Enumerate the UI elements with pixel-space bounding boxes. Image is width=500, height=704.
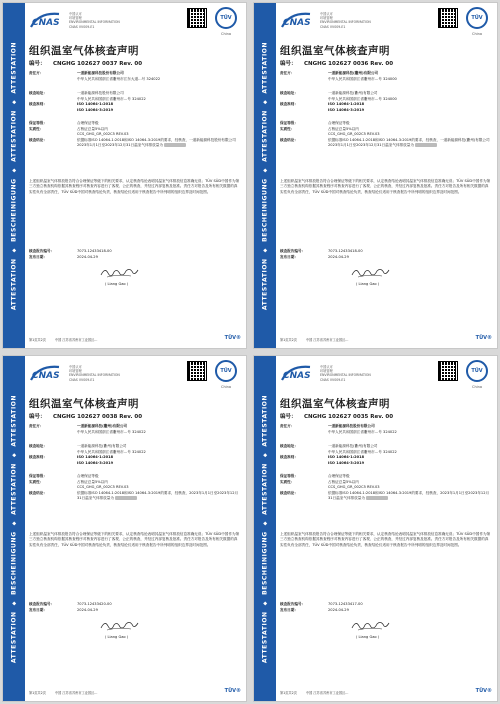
site-block: 核查地址： 一道新能源科技(衢州)有限公司 中华人民共和国浙江省衢州市…号 324022 核查准则： ISO 14064-1:2018 ISO 14064-3:2019 [280,444,397,465]
diamond-icon: ◆ [262,452,269,458]
report-meta: 核查报告编号： 7073-12433420-00 发布日期： 2024-04-29 [29,602,112,612]
diamond-icon: ◆ [262,247,269,253]
cnas-logo [280,363,388,385]
band-label: BESCHEINIGUNG [10,178,18,242]
signer-name: ( Liang Gao ) [356,635,380,639]
verification-statement-page [253,355,498,702]
holder-block: 责任方： 一道新能源科技(衢州)有限公司 中华人民共和国浙江省衢州市…号 324022 [29,424,146,434]
band-text [262,42,269,310]
side-band [254,3,276,348]
band-label: ATTESTATION [10,110,18,162]
diamond-icon: ◆ [11,600,18,606]
band-label: ATTESTATION [261,110,269,162]
band-label: ATTESTATION [10,258,18,311]
qr-code-icon[interactable] [438,8,458,28]
tuv-logo: TÜV [466,360,488,382]
signer-name: ( Liang Gao ) [356,282,380,286]
svg-text:CNAS: CNAS [283,18,311,28]
band-label: ATTESTATION [261,394,269,447]
redacted-value [366,496,388,500]
verification-statement-page [2,355,247,702]
redacted-value [115,496,137,500]
signature-icon [99,618,139,632]
band-label: ATTESTATION [10,611,18,664]
cnas-mark-icon [29,10,67,30]
tuv-logo-caption: China [221,385,231,389]
band-text [11,42,18,310]
document-title: 组织温室气体核查声明 [280,398,390,410]
certificate-number: 编号： CNGHG 102627 0036 Rev. 00 [280,61,394,67]
diamond-icon: ◆ [11,247,18,253]
document-title: 组织温室气体核查声明 [29,45,139,57]
verification-statement-page [253,2,498,349]
page-content: CNAS 中国认可 环境管理 ENVIRONMENTAL INFORMATION CNAS VV009-E1 TÜV China 组织温室气体核查声明 编号： CNGHG 102627 0037 Rev. 00 责任方： 一道新能源科技股份有限公司 中华人民共和国浙江省衢州市江东大道…号 324022 核查地址： 一道新能源科技股份有限公司 中华人民共和国浙江省衢州市…号 324022 核查准则： ISO 14064-1:2018 ISO 14064-3:2019 保证等级： 合理保证等级 实质性： 占核证总量5%以内 CCS_GHG_GR_002C5 REV.03 核查结论： 依据标准ISO 14064-1:2018和ISO 14064-3:2019的要求，经核查，一道新能源科技股份有限公司2023年1月1日至2023年12月31日温室气体排放量为 上述组织温室气体排放报告符合合理保证等级下的相关要求，认定核查结论表明其温室气体排放信息准确无误；TÜV SÜD中国作为第三方独立核查机构依据其核查程序对核查内容进行了客观、公正的核查，并经过内部复核及批准。责任方对报告及所有相关数据的真实性负有全部责任，TÜV SÜD中国对核查结论负责，核查结论仅适用于核查报告中所列明的组织边界及时间范围。 核查报告编号： 7073-12433418-00 发布日期： 2024-04-29 ( Liang Gao ) 第1页共2页 中国 江苏省苏州市工业园区… TÜV® [29,3,242,348]
criteria-block: 保证等级： 合理保证等级 实质性： 占核证总量5%以内 CCS_GHG_GR_002C5 REV.03 核查结论： 依据标准ISO 14064-1:2018和ISO 14064-3:2019的要求，经核查，一道新能源科技(衢州)有限公司2023年1月1日至2023年12月31日温室气体排放量为 [280,121,490,148]
svg-text:CNAS: CNAS [32,371,60,381]
diamond-icon: ◆ [11,167,18,173]
diamond-icon: ◆ [11,520,18,526]
band-label: ATTESTATION [10,41,18,94]
page-content: CNAS 中国认可 环境管理 ENVIRONMENTAL INFORMATION CNAS VV009-E1 TÜV China 组织温室气体核查声明 编号： CNGHG 102627 0036 Rev. 00 责任方： 一道新能源科技(衢州)有限公司 中华人民共和国浙江省衢州市…号 324000 核查地址： 一道新能源科技(衢州)有限公司 中华人民共和国浙江省衢州市…号 324000 核查准则： ISO 14064-1:2018 ISO 14064-3:2019 保证等级： 合理保证等级 实质性： 占核证总量5%以内 CCS_GHG_GR_002C5 REV.03 核查结论： 依据标准ISO 14064-1:2018和ISO 14064-3:2019的要求，经核查，一道新能源科技(衢州)有限公司2023年1月1日至2023年12月31日温室气体排放量为 上述组织温室气体排放报告符合合理保证等级下的相关要求，认定核查结论表明其温室气体排放信息准确无误；TÜV SÜD中国作为第三方独立核查机构依据其核查程序对核查内容进行了客观、公正的核查，并经过内部复核及批准。责任方对报告及所有相关数据的真实性负有全部责任，TÜV SÜD中国对核查结论负责，核查结论仅适用于核查报告中所列明的组织边界及时间范围。 核查报告编号： 7073-12433418-00 发布日期： 2024-04-29 ( Liang Gao ) 第1页共2页 中国 江苏省苏州市工业园区… TÜV® [280,3,493,348]
side-band [254,356,276,701]
band-text [11,395,18,663]
tuv-logo-caption: China [221,32,231,36]
signature-icon [350,618,390,632]
tuv-logo: TÜV [466,7,488,29]
statement-paragraph: 上述组织温室气体排放报告符合合理保证等级下的相关要求，认定核查结论表明其温室气体排放信息准确无误；TÜV SÜD中国作为第三方独立核查机构依据其核查程序对核查内容进行了客观、公正的核查，并经过内部复核及批准。责任方对报告及所有相关数据的真实性负有全部责任，TÜV SÜD中国对核查结论负责，核查结论仅适用于核查报告中所列明的组织边界及时间范围。 [29,179,240,194]
diamond-icon: ◆ [262,600,269,606]
cnas-subtitle: 中国认可 环境管理 ENVIRONMENTAL INFORMATION CNAS VV009-E1 [69,12,120,29]
statement-paragraph: 上述组织温室气体排放报告符合合理保证等级下的相关要求，认定核查结论表明其温室气体排放信息准确无误；TÜV SÜD中国作为第三方独立核查机构依据其核查程序对核查内容进行了客观、公正的核查，并经过内部复核及批准。责任方对报告及所有相关数据的真实性负有全部责任，TÜV SÜD中国对核查结论负责，核查结论仅适用于核查报告中所列明的组织边界及时间范围。 [29,532,240,547]
redacted-value [164,143,186,147]
qr-code-icon[interactable] [187,8,207,28]
verification-statement-page [2,2,247,349]
statement-paragraph: 上述组织温室气体排放报告符合合理保证等级下的相关要求，认定核查结论表明其温室气体排放信息准确无误；TÜV SÜD中国作为第三方独立核查机构依据其核查程序对核查内容进行了客观、公正的核查，并经过内部复核及批准。责任方对报告及所有相关数据的真实性负有全部责任，TÜV SÜD中国对核查结论负责，核查结论仅适用于核查报告中所列明的组织边界及时间范围。 [280,532,491,547]
tuv-logo: TÜV [215,7,237,29]
criteria-block: 保证等级： 合理保证等级 实质性： 占核证总量5%以内 CCS_GHG_GR_002C5 REV.03 核查结论： 依据标准ISO 14064-1:2018和ISO 14064-3:2019的要求，经核查，2023年1月1日至2023年12月31日温室气体排放量为 [29,474,239,501]
site-block: 核查地址： 一道新能源科技(衢州)有限公司 中华人民共和国浙江省衢州市…号 324022 核查准则： ISO 14064-1:2018 ISO 14064-3:2019 [29,444,146,465]
band-label: ATTESTATION [261,463,269,515]
criteria-block: 保证等级： 合理保证等级 实质性： 占核证总量5%以内 CCS_GHG_GR_002C5 REV.03 核查结论： 依据标准ISO 14064-1:2018和ISO 14064-3:2019的要求，经核查，一道新能源科技股份有限公司2023年1月1日至2023年12月31日温室气体排放量为 [29,121,236,148]
svg-text:CNAS: CNAS [283,371,311,381]
band-label: BESCHEINIGUNG [261,178,269,242]
diamond-icon: ◆ [262,167,269,173]
page-content: CNAS 中国认可 环境管理 ENVIRONMENTAL INFORMATION CNAS VV009-E1 TÜV China 组织温室气体核查声明 编号： CNGHG 102627 0035 Rev. 00 责任方： 一道新能源科技股份有限公司 中华人民共和国浙江省衢州市…号 324022 核查地址： 一道新能源科技(衢州)有限公司 中华人民共和国浙江省衢州市…号 324022 核查准则： ISO 14064-1:2018 ISO 14064-3:2019 保证等级： 合理保证等级 实质性： 占核证总量5%以内 CCS_GHG_GR_002C5 REV.03 核查结论： 依据标准ISO 14064-1:2018和ISO 14064-3:2019的要求，经核查，2023年1月1日至2023年12月31日温室气体排放量为 上述组织温室气体排放报告符合合理保证等级下的相关要求，认定核查结论表明其温室气体排放信息准确无误；TÜV SÜD中国作为第三方独立核查机构依据其核查程序对核查内容进行了客观、公正的核查，并经过内部复核及批准。责任方对报告及所有相关数据的真实性负有全部责任，TÜV SÜD中国对核查结论负责，核查结论仅适用于核查报告中所列明的组织边界及时间范围。 核查报告编号： 7073-12433417-00 发布日期： 2024-04-29 ( Liang Gao ) 第1页共2页 中国 江苏省苏州市工业园区… TÜV® [280,356,493,701]
band-label: ATTESTATION [10,394,18,447]
side-band [3,3,25,348]
cnas-logo [280,10,388,32]
report-meta: 核查报告编号： 7073-12433417-00 发布日期： 2024-04-29 [280,602,363,612]
svg-text:CNAS: CNAS [32,18,60,28]
document-title: 组织温室气体核查声明 [29,398,139,410]
cnas-logo [29,363,137,385]
signature-icon [99,265,139,279]
band-label: BESCHEINIGUNG [261,531,269,595]
tuv-logo: TÜV [215,360,237,382]
certificate-number: 编号： CNGHG 102627 0037 Rev. 00 [29,61,143,67]
signature-icon [350,265,390,279]
site-block: 核查地址： 一道新能源科技股份有限公司 中华人民共和国浙江省衢州市…号 324022 核查准则： ISO 14064-1:2018 ISO 14064-3:2019 [29,91,146,112]
band-label: ATTESTATION [261,611,269,664]
report-meta: 核查报告编号： 7073-12433418-00 发布日期： 2024-04-29 [29,249,112,259]
band-text [262,395,269,663]
holder-block: 责任方： 一道新能源科技股份有限公司 中华人民共和国浙江省衢州市…号 324022 [280,424,397,434]
cnas-subtitle: 中国认可 环境管理 ENVIRONMENTAL INFORMATION CNAS VV009-E1 [320,365,371,382]
signer-name: ( Liang Gao ) [105,282,129,286]
certificate-number: 编号： CNGHG 102627 0035 Rev. 00 [280,414,394,420]
holder-block: 责任方： 一道新能源科技(衢州)有限公司 中华人民共和国浙江省衢州市…号 324000 [280,71,397,81]
report-meta: 核查报告编号： 7073-12433418-00 发布日期： 2024-04-29 [280,249,363,259]
redacted-value [415,143,437,147]
cnas-mark-icon [280,10,318,30]
holder-block: 责任方： 一道新能源科技股份有限公司 中华人民共和国浙江省衢州市江东大道…号 324022 [29,71,161,81]
page-content: CNAS 中国认可 环境管理 ENVIRONMENTAL INFORMATION CNAS VV009-E1 TÜV China 组织温室气体核查声明 编号： CNGHG 102627 0038 Rev. 00 责任方： 一道新能源科技(衢州)有限公司 中华人民共和国浙江省衢州市…号 324022 核查地址： 一道新能源科技(衢州)有限公司 中华人民共和国浙江省衢州市…号 324022 核查准则： ISO 14064-1:2018 ISO 14064-3:2019 保证等级： 合理保证等级 实质性： 占核证总量5%以内 CCS_GHG_GR_002C5 REV.03 核查结论： 依据标准ISO 14064-1:2018和ISO 14064-3:2019的要求，经核查，2023年1月1日至2023年12月31日温室气体排放量为 上述组织温室气体排放报告符合合理保证等级下的相关要求，认定核查结论表明其温室气体排放信息准确无误；TÜV SÜD中国作为第三方独立核查机构依据其核查程序对核查内容进行了客观、公正的核查，并经过内部复核及批准。责任方对报告及所有相关数据的真实性负有全部责任，TÜV SÜD中国对核查结论负责，核查结论仅适用于核查报告中所列明的组织边界及时间范围。 核查报告编号： 7073-12433420-00 发布日期： 2024-04-29 ( Liang Gao ) 第1页共2页 中国 江苏省苏州市工业园区… TÜV® [29,356,242,701]
diamond-icon: ◆ [11,452,18,458]
statement-paragraph: 上述组织温室气体排放报告符合合理保证等级下的相关要求，认定核查结论表明其温室气体排放信息准确无误；TÜV SÜD中国作为第三方独立核查机构依据其核查程序对核查内容进行了客观、公正的核查，并经过内部复核及批准。责任方对报告及所有相关数据的真实性负有全部责任，TÜV SÜD中国对核查结论负责，核查结论仅适用于核查报告中所列明的组织边界及时间范围。 [280,179,491,194]
side-band [3,356,25,701]
cnas-subtitle: 中国认可 环境管理 ENVIRONMENTAL INFORMATION CNAS VV009-E1 [69,365,120,382]
criteria-block: 保证等级： 合理保证等级 实质性： 占核证总量5%以内 CCS_GHG_GR_002C5 REV.03 核查结论： 依据标准ISO 14064-1:2018和ISO 14064-3:2019的要求，经核查，2023年1月1日至2023年12月31日温室气体排放量为 [280,474,490,501]
tuv-logo-caption: China [472,385,482,389]
certificate-number: 编号： CNGHG 102627 0038 Rev. 00 [29,414,143,420]
cnas-mark-icon [280,363,318,383]
tuv-logo-caption: China [472,32,482,36]
band-label: BESCHEINIGUNG [10,531,18,595]
diamond-icon: ◆ [262,520,269,526]
band-label: ATTESTATION [261,258,269,311]
cnas-logo [29,10,137,32]
site-block: 核查地址： 一道新能源科技(衢州)有限公司 中华人民共和国浙江省衢州市…号 324000 核查准则： ISO 14064-1:2018 ISO 14064-3:2019 [280,91,397,112]
qr-code-icon[interactable] [438,361,458,381]
band-label: ATTESTATION [261,41,269,94]
cnas-subtitle: 中国认可 环境管理 ENVIRONMENTAL INFORMATION CNAS VV009-E1 [320,12,371,29]
signer-name: ( Liang Gao ) [105,635,129,639]
document-title: 组织温室气体核查声明 [280,45,390,57]
cnas-mark-icon [29,363,67,383]
band-label: ATTESTATION [10,463,18,515]
diamond-icon: ◆ [262,99,269,105]
qr-code-icon[interactable] [187,361,207,381]
diamond-icon: ◆ [11,99,18,105]
